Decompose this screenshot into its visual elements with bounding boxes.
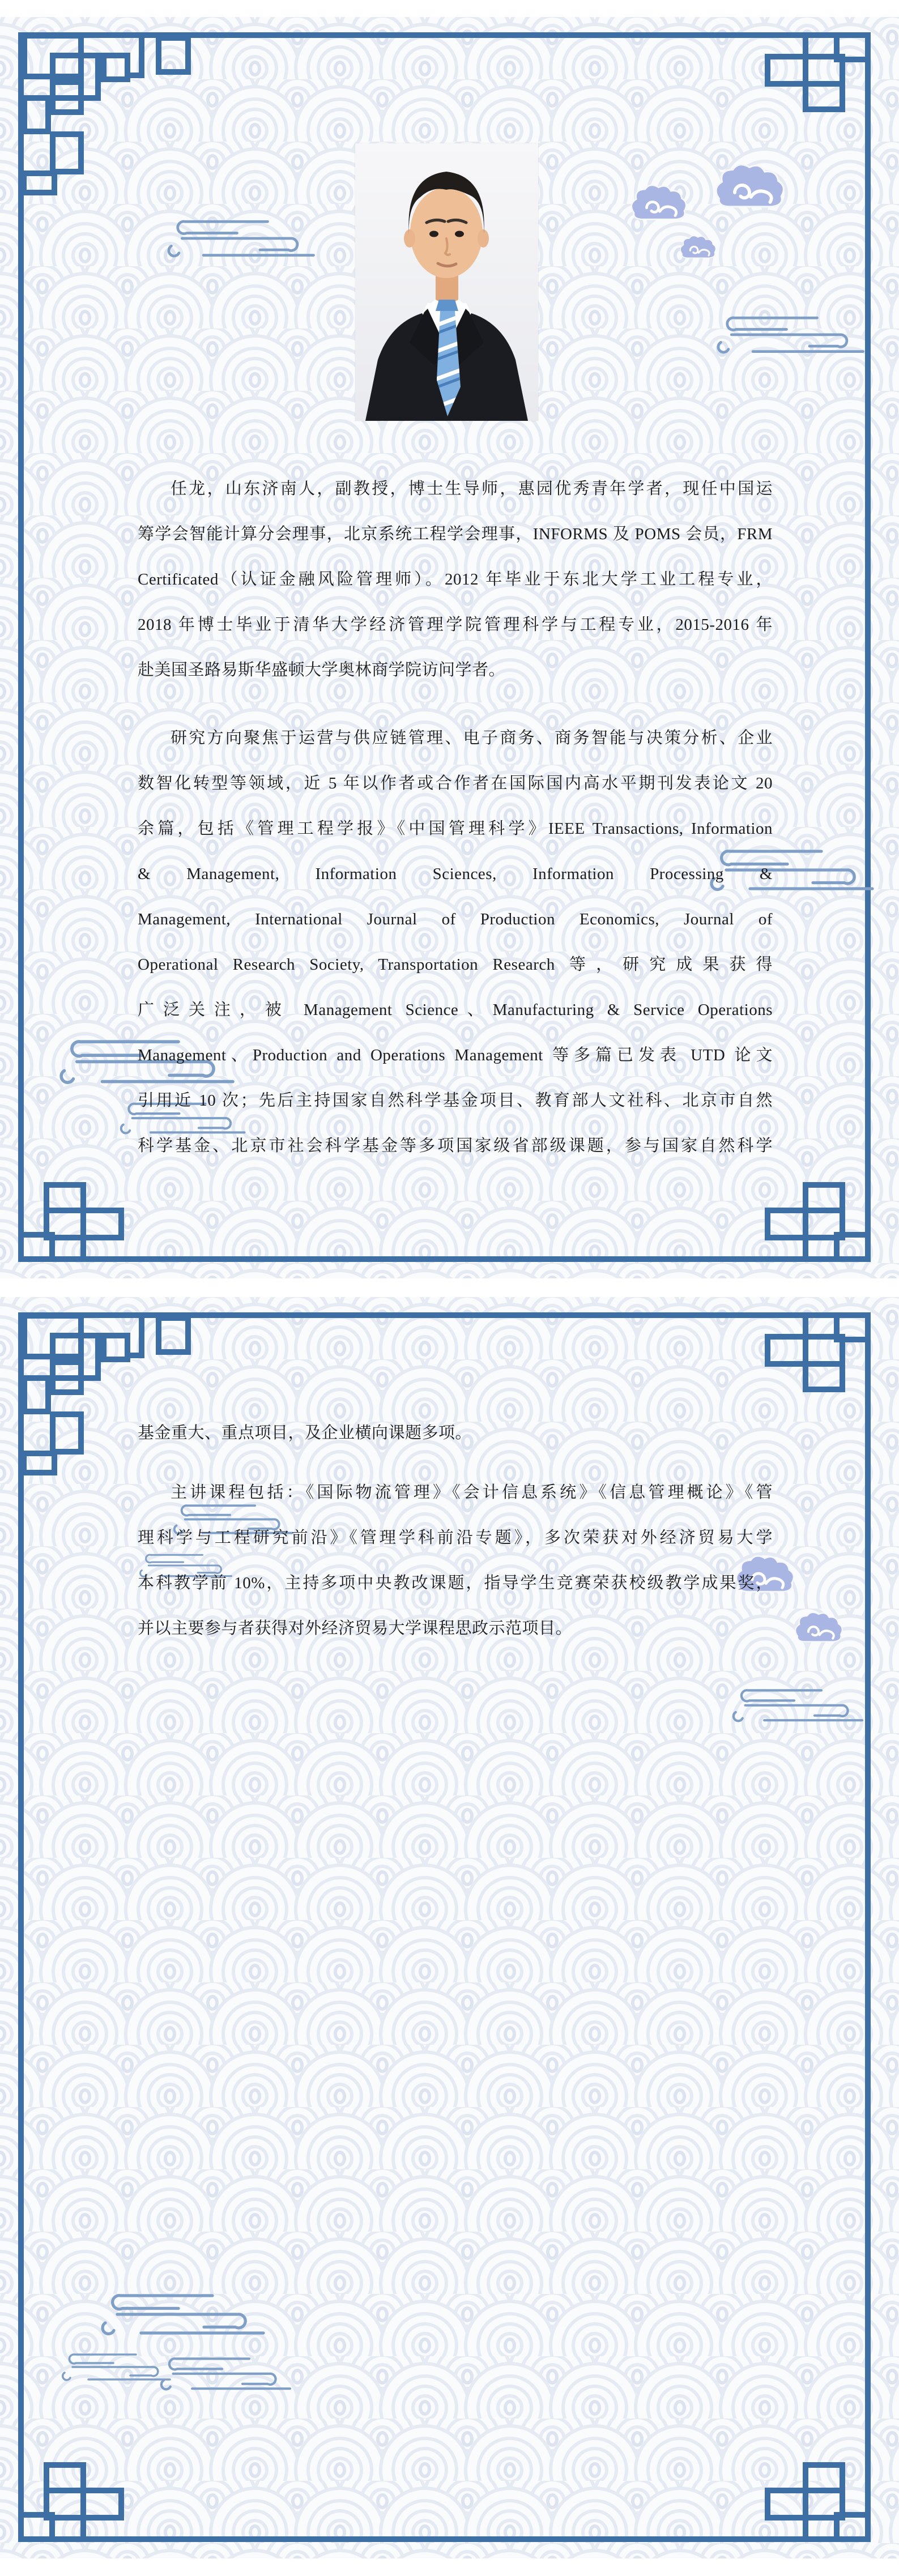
page-2	[0, 1297, 899, 2558]
cloud-icon	[681, 236, 715, 257]
portrait-photo	[355, 143, 538, 421]
bio-paragraph-3	[138, 1470, 773, 1651]
text-line: Certificated（认证金融风险管理师）。2012 年毕业于东北大学工业工程专业，	[138, 570, 773, 588]
text-line: 并以主要参与者获得对外经济贸易大学课程思政示范项目。	[138, 1619, 573, 1637]
text-line: 数智化转型等领域，近 5 年以作者或合作者在国际国内高水平期刊发表论文 20	[138, 774, 773, 792]
bio-paragraph-2	[138, 715, 773, 1168]
text-line: & Management, Information Sciences, Information Processing &	[138, 865, 773, 883]
text-line: Operational Research Society, Transportation Research 等，研究成果获得	[138, 956, 773, 974]
cloud-icon	[717, 165, 783, 206]
text-line: 余篇，包括《管理工程学报》《中国管理科学》IEEE Transactions, Information	[138, 820, 773, 838]
text-line: 任龙，山东济南人，副教授，博士生导师，惠园优秀青年学者，现任中国运	[171, 480, 773, 498]
bio-paragraph-2-continued	[138, 1410, 773, 1456]
bio-paragraph-1	[138, 466, 773, 693]
text-line: 本科教学前 10%，主持多项中央教改课题，指导学生竞赛荣获校级教学成果奖，	[138, 1574, 773, 1592]
text-line: 引用近 10 次；先后主持国家自然科学基金项目、教育部人文社科、北京市自然	[138, 1091, 773, 1110]
text-line: 研究方向聚焦于运营与供应链管理、电子商务、商务智能与决策分析、企业	[171, 729, 773, 747]
text-line: 主讲课程包括：《国际物流管理》《会计信息系统》《信息管理概论》《管	[171, 1483, 773, 1502]
text-line: 科学基金、北京市社会科学基金等多项国家级省部级课题，参与国家自然科学	[138, 1137, 773, 1155]
text-line: 理科学与工程研究前沿》《管理学科前沿专题》，多次荣获对外经济贸易大学	[138, 1529, 773, 1547]
cloud-icon	[632, 186, 685, 219]
portrait-photo-image	[355, 143, 538, 421]
text-line: Management、Production and Operations Management 等多篇已发表 UTD 论文	[138, 1046, 773, 1064]
text-line: 2018 年博士毕业于清华大学经济管理学院管理科学与工程专业，2015-2016 年	[138, 616, 773, 634]
cloud-icon	[796, 1613, 841, 1641]
text-line: 赴美国圣路易斯华盛顿大学奥林商学院访问学者。	[138, 661, 506, 679]
text-line: 筹学会智能计算分会理事，北京系统工程学会理事，INFORMS 及 POMS 会员，FRM	[138, 525, 773, 543]
page-1	[0, 17, 899, 1278]
text-line: 广泛关注，被 Management Science、Manufacturing & Service Operations	[138, 1001, 773, 1019]
text-line: 基金重大、重点项目，及企业横向课题多项。	[138, 1424, 472, 1442]
text-line: Management, International Journal of Production Economics, Journal of	[138, 910, 773, 928]
